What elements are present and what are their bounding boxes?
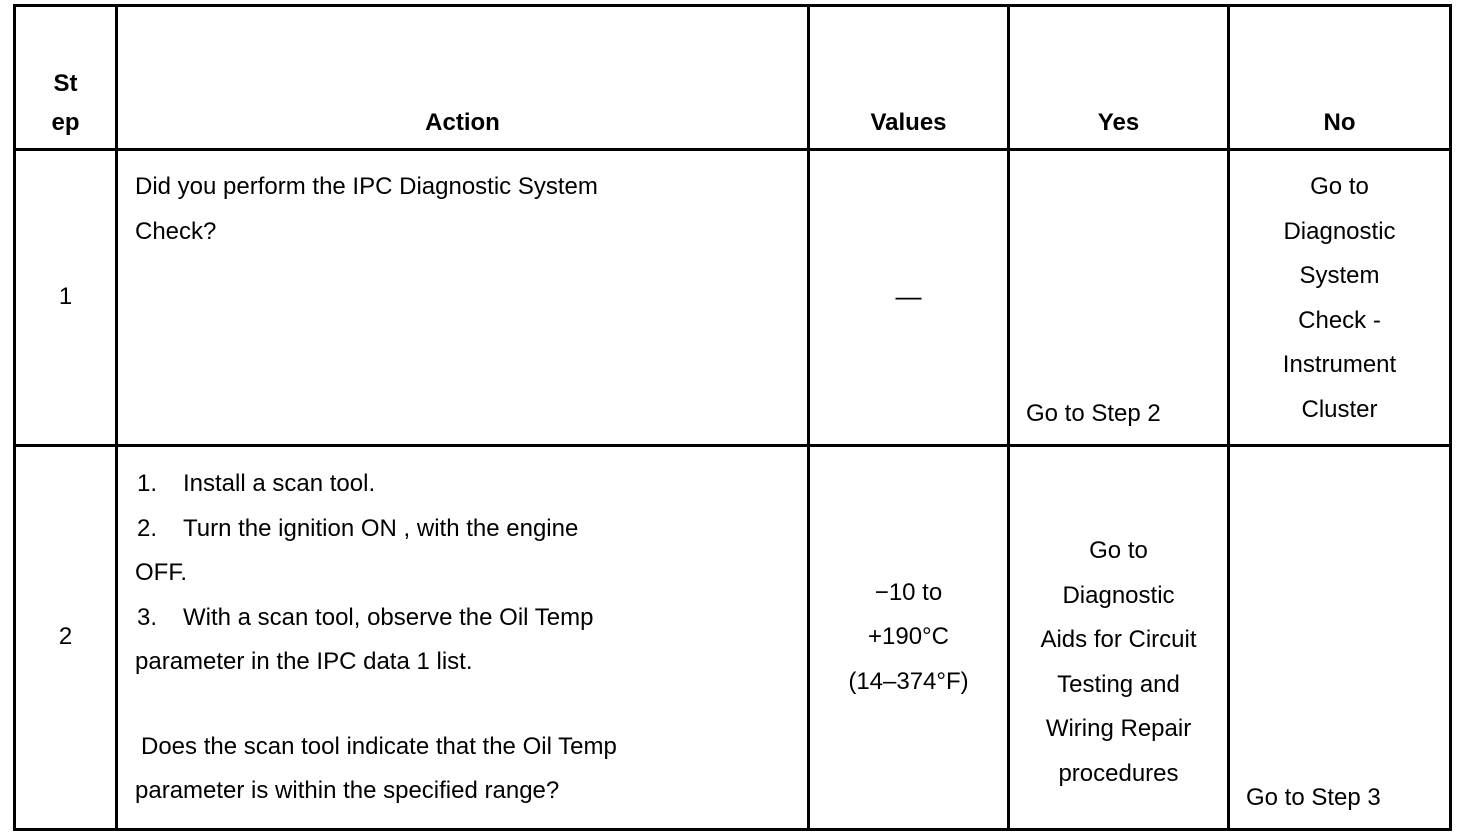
header-step-line-1: St bbox=[53, 70, 78, 97]
action-list-item bbox=[135, 507, 807, 552]
yes-link[interactable]: Go to Step 2 bbox=[1026, 399, 1161, 427]
list-number: 2. bbox=[137, 514, 158, 542]
header-row bbox=[15, 6, 1451, 150]
question-line: Does the scan tool indicate that the Oil Temp bbox=[141, 732, 617, 760]
header-values: Values bbox=[809, 6, 1009, 150]
yes-text-line: procedures bbox=[1058, 759, 1179, 787]
no-text-line: Diagnostic bbox=[1283, 217, 1396, 245]
no-text-line: System bbox=[1299, 262, 1380, 289]
header-no: No bbox=[1229, 6, 1451, 150]
question-line: parameter is within the specified range? bbox=[135, 777, 560, 804]
no-link[interactable]: Go to Step 3 bbox=[1246, 783, 1381, 811]
header-action: Action bbox=[117, 6, 809, 150]
action-cell bbox=[117, 150, 809, 446]
step-number: 1 bbox=[15, 150, 117, 446]
values-line: −10 to bbox=[874, 578, 943, 606]
header-yes: Yes bbox=[1009, 6, 1229, 150]
no-text-line: Cluster bbox=[1301, 395, 1378, 423]
step-number: 2 bbox=[15, 446, 117, 830]
no-text-line: Go to bbox=[1310, 173, 1369, 200]
yes-text-line: Diagnostic bbox=[1062, 581, 1175, 609]
action-text-line: Did you perform the IPC Diagnostic System bbox=[135, 173, 598, 200]
values-cell bbox=[809, 446, 1009, 830]
spacer bbox=[135, 685, 807, 725]
table-row bbox=[15, 150, 1451, 446]
list-text-continued: OFF. bbox=[135, 559, 187, 586]
no-cell bbox=[1229, 150, 1451, 446]
table-row bbox=[15, 446, 1451, 830]
no-cell bbox=[1229, 446, 1451, 830]
no-link[interactable] bbox=[1230, 165, 1449, 432]
header-step-line-2: ep bbox=[51, 109, 80, 136]
yes-text-line: Go to bbox=[1089, 537, 1148, 564]
values-dash: — bbox=[895, 281, 922, 312]
action-cell bbox=[117, 446, 809, 830]
list-text: Install a scan tool. bbox=[183, 470, 376, 497]
diagnostic-table bbox=[13, 4, 1452, 831]
list-text: Turn the ignition ON , with the engine bbox=[183, 514, 579, 542]
list-text: With a scan tool, observe the Oil Temp bbox=[183, 603, 594, 631]
list-text-continued: parameter in the IPC data 1 list. bbox=[135, 648, 473, 675]
yes-link[interactable] bbox=[1010, 529, 1227, 796]
list-number: 3. bbox=[137, 603, 158, 631]
action-list-item bbox=[135, 462, 807, 507]
yes-text-line: Testing and bbox=[1057, 670, 1180, 698]
values-line: +190°C bbox=[868, 623, 949, 651]
no-text-line: Instrument bbox=[1282, 351, 1397, 378]
yes-text-line: Wiring Repair bbox=[1045, 715, 1192, 742]
yes-cell bbox=[1009, 150, 1229, 446]
header-step bbox=[15, 6, 117, 150]
values-line: (14–374°F) bbox=[848, 667, 969, 695]
list-number: 1. bbox=[137, 470, 158, 497]
values-cell bbox=[809, 150, 1009, 446]
yes-text-line: Aids for Circuit bbox=[1040, 626, 1197, 653]
action-list-item bbox=[135, 596, 807, 641]
yes-cell bbox=[1009, 446, 1229, 830]
action-text-line: Check? bbox=[135, 217, 217, 245]
no-text-line: Check - bbox=[1298, 306, 1381, 334]
